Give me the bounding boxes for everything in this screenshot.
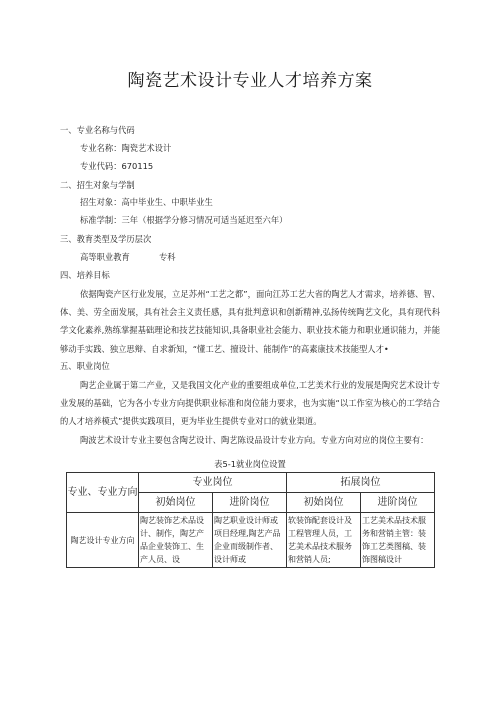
subheader-advanced-post: 进阶岗位: [213, 493, 287, 513]
header-extended-post: 拓展岗位: [287, 473, 435, 493]
header-direction: 专业、专业方向: [67, 473, 139, 513]
enrollment-target: 招生对象：高中毕业生、中职毕业生: [80, 197, 213, 207]
header-major-post: 专业岗位: [139, 473, 287, 493]
table-caption: 表5-1就业岗位设置: [214, 459, 286, 469]
cell-extended-advanced-post: 工艺美术品技术服务和营销主管：装饰工艺类图稿、装饰图稿设计: [361, 513, 435, 568]
cell-advanced-post: 陶艺职业设计师或项目经理,陶艺产品企业而级制作者、设计师或: [213, 513, 287, 568]
subheader-extended-advanced-post: 进阶岗位: [361, 493, 435, 513]
table-row: [67, 513, 435, 568]
section-4-heading: 四、培养目标: [60, 270, 110, 280]
degree-level: 专科: [159, 252, 176, 262]
major-code: 专业代码：670115: [80, 161, 154, 171]
section-5-heading: 五、职业岗位: [60, 361, 110, 371]
subheader-extended-initial-post: 初始岗位: [287, 493, 361, 513]
education-level: 高等职业教育: [80, 252, 130, 262]
section-3-heading: 三、教育类型及学历层次: [60, 234, 152, 244]
subheader-initial-post: 初始岗位: [139, 493, 213, 513]
table-header-row: [67, 473, 435, 493]
study-duration: 标准学制：三年（根据学分修习情况可适当延迟至六年）: [80, 215, 288, 225]
career-paragraph-2: 陶波艺术设计专业主要包含陶艺设计、陶艺陈设品设计专业方向。专业方向对应的岗位主要有：: [80, 435, 429, 445]
cell-extended-initial-post: 软装饰配套设计及工程管理人员，工艺美术品技术服务和营销人员;: [287, 513, 361, 568]
section-1-heading: 一、专业名称与代码: [60, 125, 135, 135]
document-title: 陶瓷艺术设计专业人才培养方案: [127, 71, 373, 91]
career-paragraph-1: 陶艺企业属于第二产业，又是我国文化产业的重要组成单位,工艺美术行业的发展是陶究艺术设计专业发展的基础，它为各小专业方向提供职业标准和岗位能力要求，也为实施“以工作室为核心的工学结合的人才培养模式”提供实践项目，更为毕业生提供专业对口的就业渠道。: [60, 380, 440, 427]
section-2-heading: 二、招生对象与学制: [60, 180, 135, 190]
cell-initial-post: 陶艺装饰艺术品设计、制作，陶艺产品企业装饰工、生产人员、设: [139, 513, 213, 568]
row-label-direction: 陶艺设计专业方向: [67, 513, 139, 568]
major-name: 专业名称：陶瓷艺术设计: [80, 143, 172, 153]
job-positions-table: [66, 472, 435, 568]
training-goal-paragraph: 依据陶瓷产区行业发展，立足苏州“工艺之都”，面向江苏工艺大省的陶艺人才需求，培养德、智、体、美、劳全面发展，具有社会主义责任感，具有批判意识和创新精神,弘扬传统陶艺文化，具有现代科学文化素养,熟练掌握基础理论和技艺技能知识,具备职业社会能力、职业技术能力和职业通识能力，并能够动手实践、独立思辩、自求新知，“懂工艺、擅设计、能制作”的高素康技术技能型人才•: [60, 289, 440, 354]
